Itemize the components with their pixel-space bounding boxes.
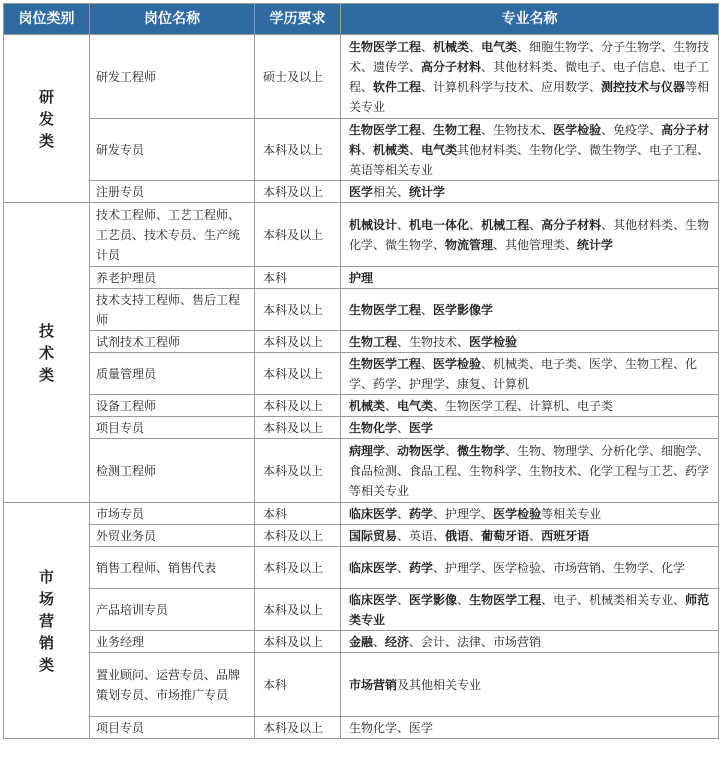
header-category: 岗位类别 bbox=[4, 4, 90, 35]
major-highlight: 医学 bbox=[409, 420, 434, 435]
table-row bbox=[4, 631, 719, 653]
major-cell bbox=[341, 631, 719, 653]
major-text: 、 bbox=[421, 302, 434, 317]
major-cell bbox=[341, 717, 719, 739]
table-header-row bbox=[4, 4, 719, 35]
header-major: 专业名称 bbox=[341, 4, 719, 35]
major-highlight: 生物工程 bbox=[349, 334, 398, 349]
major-highlight: 生物医学工程 bbox=[349, 122, 422, 137]
education-cell: 本科及以上 bbox=[255, 353, 341, 395]
major-highlight: 医学检验 bbox=[433, 356, 482, 371]
major-highlight: 病理学 bbox=[349, 443, 386, 458]
position-name-cell: 产品培训专员 bbox=[90, 589, 255, 631]
table-row bbox=[4, 589, 719, 631]
major-highlight: 药学 bbox=[409, 506, 434, 521]
position-name-cell: 研发工程师 bbox=[90, 35, 255, 119]
major-text: 、 bbox=[469, 217, 482, 232]
major-text: 、 bbox=[385, 398, 398, 413]
education-cell: 本科及以上 bbox=[255, 181, 341, 203]
table-row bbox=[4, 417, 719, 439]
major-text: 及其他相关专业 bbox=[397, 677, 482, 692]
major-highlight: 机械类 bbox=[433, 39, 470, 54]
table-row bbox=[4, 353, 719, 395]
education-cell: 本科及以上 bbox=[255, 331, 341, 353]
major-text: 生物化学、医学 bbox=[349, 720, 434, 735]
major-highlight: 西班牙语 bbox=[541, 528, 590, 543]
table-row bbox=[4, 717, 719, 739]
major-highlight: 医学 bbox=[349, 184, 374, 199]
table-row bbox=[4, 289, 719, 331]
major-highlight: 医学影像 bbox=[409, 592, 458, 607]
major-highlight: 生物工程 bbox=[433, 122, 482, 137]
major-highlight: 生物医学工程 bbox=[349, 302, 422, 317]
major-text: 等相关专业 bbox=[541, 506, 602, 521]
major-highlight: 医学检验 bbox=[553, 122, 602, 137]
table-row bbox=[4, 439, 719, 503]
major-highlight: 生物医学工程 bbox=[349, 356, 422, 371]
major-text: 、免疫学、 bbox=[601, 122, 662, 137]
education-cell: 本科及以上 bbox=[255, 289, 341, 331]
major-highlight: 软件工程 bbox=[373, 79, 422, 94]
major-highlight: 统计学 bbox=[409, 184, 446, 199]
major-highlight: 机械类 bbox=[349, 398, 386, 413]
major-highlight: 医学检验 bbox=[469, 334, 518, 349]
table-row bbox=[4, 395, 719, 417]
major-text: 、英语、 bbox=[397, 528, 446, 543]
major-text: 、其他管理类、 bbox=[493, 237, 578, 252]
major-highlight: 动物医学 bbox=[397, 443, 446, 458]
education-cell: 本科及以上 bbox=[255, 417, 341, 439]
major-text: 、 bbox=[469, 39, 482, 54]
major-text: 、生物技术、 bbox=[481, 122, 554, 137]
major-highlight: 国际贸易 bbox=[349, 528, 398, 543]
position-name-cell: 业务经理 bbox=[90, 631, 255, 653]
major-text: 、 bbox=[421, 356, 434, 371]
major-highlight: 生物化学 bbox=[349, 420, 398, 435]
header-position: 岗位名称 bbox=[90, 4, 255, 35]
major-highlight: 生物医学工程 bbox=[469, 592, 542, 607]
major-text: 、护理学、医学检验、市场营销、生物学、化学 bbox=[433, 560, 686, 575]
major-highlight: 生物医学工程 bbox=[349, 39, 422, 54]
major-highlight: 医学检验 bbox=[493, 506, 542, 521]
major-cell bbox=[341, 547, 719, 589]
major-highlight: 葡萄牙语 bbox=[481, 528, 530, 543]
major-text: 、 bbox=[421, 39, 434, 54]
major-highlight: 俄语 bbox=[445, 528, 470, 543]
education-cell: 本科及以上 bbox=[255, 717, 341, 739]
major-text: 、计算机科学与技术、应用数学、 bbox=[421, 79, 602, 94]
major-text: 、细胞生物学、分子生物学、生物技术、遗传学、 bbox=[349, 39, 710, 74]
major-highlight: 高分子材料 bbox=[421, 59, 482, 74]
major-text: 、 bbox=[469, 528, 482, 543]
category-name: 市场营销类 bbox=[38, 567, 54, 674]
position-name-cell: 市场专员 bbox=[90, 503, 255, 525]
table-row bbox=[4, 119, 719, 181]
major-cell bbox=[341, 353, 719, 395]
education-cell: 本科及以上 bbox=[255, 439, 341, 503]
major-cell bbox=[341, 331, 719, 353]
position-name-cell: 设备工程师 bbox=[90, 395, 255, 417]
major-text: 、会计、法律、市场营销 bbox=[409, 634, 542, 649]
major-text: 、 bbox=[457, 592, 470, 607]
table-row bbox=[4, 547, 719, 589]
major-text: 、 bbox=[397, 217, 410, 232]
education-cell: 本科及以上 bbox=[255, 525, 341, 547]
major-cell bbox=[341, 503, 719, 525]
major-text: 等相关专业 bbox=[349, 79, 710, 114]
major-highlight: 电气类 bbox=[397, 398, 434, 413]
category-name: 技术类 bbox=[38, 321, 54, 384]
position-name-cell: 技术工程师、工艺工程师、工艺员、技术专员、生产统计员 bbox=[90, 203, 255, 267]
major-highlight: 统计学 bbox=[577, 237, 614, 252]
position-name-cell: 注册专员 bbox=[90, 181, 255, 203]
major-highlight: 金融 bbox=[349, 634, 374, 649]
major-highlight: 高分子材料 bbox=[541, 217, 602, 232]
major-text: 、电子、机械类相关专业、 bbox=[541, 592, 686, 607]
major-text: 、护理学、 bbox=[433, 506, 494, 521]
table-row bbox=[4, 525, 719, 547]
major-text: 、机械类、电子类、医学、生物工程、化学、药学、护理学、康复、计算机 bbox=[349, 356, 698, 391]
major-text: 、其他材料类、微电子、电子信息、电子工程、 bbox=[349, 59, 710, 94]
major-highlight: 机械设计 bbox=[349, 217, 398, 232]
position-name-cell: 外贸业务员 bbox=[90, 525, 255, 547]
education-cell: 本科及以上 bbox=[255, 631, 341, 653]
major-highlight: 微生物学 bbox=[457, 443, 506, 458]
education-cell: 硕士及以上 bbox=[255, 35, 341, 119]
major-highlight: 电气类 bbox=[481, 39, 518, 54]
category-cell bbox=[4, 203, 90, 503]
position-name-cell: 质量管理员 bbox=[90, 353, 255, 395]
category-name: 研发类 bbox=[38, 87, 54, 150]
major-text: 、 bbox=[397, 560, 410, 575]
major-highlight: 师范类专业 bbox=[349, 592, 710, 627]
table-row bbox=[4, 203, 719, 267]
education-cell: 本科及以上 bbox=[255, 547, 341, 589]
table-row bbox=[4, 653, 719, 717]
major-cell bbox=[341, 181, 719, 203]
major-highlight: 机电一体化 bbox=[409, 217, 470, 232]
major-cell bbox=[341, 439, 719, 503]
major-text: 、生物技术、 bbox=[397, 334, 470, 349]
position-name-cell: 置业顾问、运营专员、品牌策划专员、市场推广专员 bbox=[90, 653, 255, 717]
major-text: 、 bbox=[373, 634, 386, 649]
education-cell: 本科及以上 bbox=[255, 589, 341, 631]
table-row bbox=[4, 181, 719, 203]
education-cell: 本科及以上 bbox=[255, 119, 341, 181]
major-cell bbox=[341, 289, 719, 331]
category-cell bbox=[4, 503, 90, 739]
position-name-cell: 检测工程师 bbox=[90, 439, 255, 503]
major-cell bbox=[341, 589, 719, 631]
education-cell: 本科 bbox=[255, 653, 341, 717]
major-highlight: 电气类 bbox=[421, 142, 458, 157]
table-row bbox=[4, 503, 719, 525]
major-text: 、其他材料类、生物化学、微生物学、 bbox=[349, 217, 710, 252]
major-text: 、 bbox=[445, 443, 458, 458]
major-text: 、 bbox=[397, 506, 410, 521]
major-highlight: 临床医学 bbox=[349, 592, 398, 607]
major-highlight: 机械工程 bbox=[481, 217, 530, 232]
education-cell: 本科 bbox=[255, 267, 341, 289]
position-name-cell: 项目专员 bbox=[90, 717, 255, 739]
job-requirements-table bbox=[3, 3, 719, 739]
header-education: 学历要求 bbox=[255, 4, 341, 35]
major-cell bbox=[341, 203, 719, 267]
position-name-cell: 养老护理员 bbox=[90, 267, 255, 289]
table-row bbox=[4, 331, 719, 353]
position-name-cell: 销售工程师、销售代表 bbox=[90, 547, 255, 589]
major-highlight: 护理 bbox=[349, 270, 374, 285]
table-row bbox=[4, 267, 719, 289]
education-cell: 本科 bbox=[255, 503, 341, 525]
major-highlight: 临床医学 bbox=[349, 506, 398, 521]
major-highlight: 物流管理 bbox=[445, 237, 494, 252]
major-highlight: 机械类 bbox=[373, 142, 410, 157]
table-row bbox=[4, 35, 719, 119]
education-cell: 本科及以上 bbox=[255, 395, 341, 417]
major-text: 、 bbox=[421, 122, 434, 137]
major-cell bbox=[341, 35, 719, 119]
major-text: 、 bbox=[529, 528, 542, 543]
major-text: 、 bbox=[385, 443, 398, 458]
position-name-cell: 项目专员 bbox=[90, 417, 255, 439]
major-cell bbox=[341, 417, 719, 439]
major-highlight: 药学 bbox=[409, 560, 434, 575]
position-name-cell: 试剂技术工程师 bbox=[90, 331, 255, 353]
major-cell bbox=[341, 119, 719, 181]
major-cell bbox=[341, 395, 719, 417]
major-highlight: 临床医学 bbox=[349, 560, 398, 575]
position-name-cell: 技术支持工程师、售后工程师 bbox=[90, 289, 255, 331]
major-text: 、 bbox=[397, 420, 410, 435]
education-cell: 本科及以上 bbox=[255, 203, 341, 267]
category-cell bbox=[4, 35, 90, 203]
major-cell bbox=[341, 653, 719, 717]
major-text: 、生物医学工程、计算机、电子类 bbox=[433, 398, 614, 413]
major-text: 、 bbox=[409, 142, 422, 157]
major-text: 、 bbox=[361, 142, 374, 157]
major-highlight: 经济 bbox=[385, 634, 410, 649]
major-text: 、 bbox=[529, 217, 542, 232]
major-cell bbox=[341, 267, 719, 289]
major-text: 、生物、物理学、分析化学、细胞学、食品检测、食品工程、生物科学、生物技术、化学工程与工艺、药学等相关专业 bbox=[349, 443, 710, 498]
major-highlight: 市场营销 bbox=[349, 677, 398, 692]
major-text: 、 bbox=[397, 592, 410, 607]
position-name-cell: 研发专员 bbox=[90, 119, 255, 181]
major-highlight: 测控技术与仪器 bbox=[601, 79, 686, 94]
table-body bbox=[4, 35, 719, 739]
major-highlight: 医学影像学 bbox=[433, 302, 494, 317]
major-text: 相关、 bbox=[373, 184, 410, 199]
major-highlight: 高分子材料 bbox=[349, 122, 710, 157]
major-text: 其他材料类、生物化学、微生物学、电子工程、英语等相关专业 bbox=[349, 142, 710, 177]
major-cell bbox=[341, 525, 719, 547]
